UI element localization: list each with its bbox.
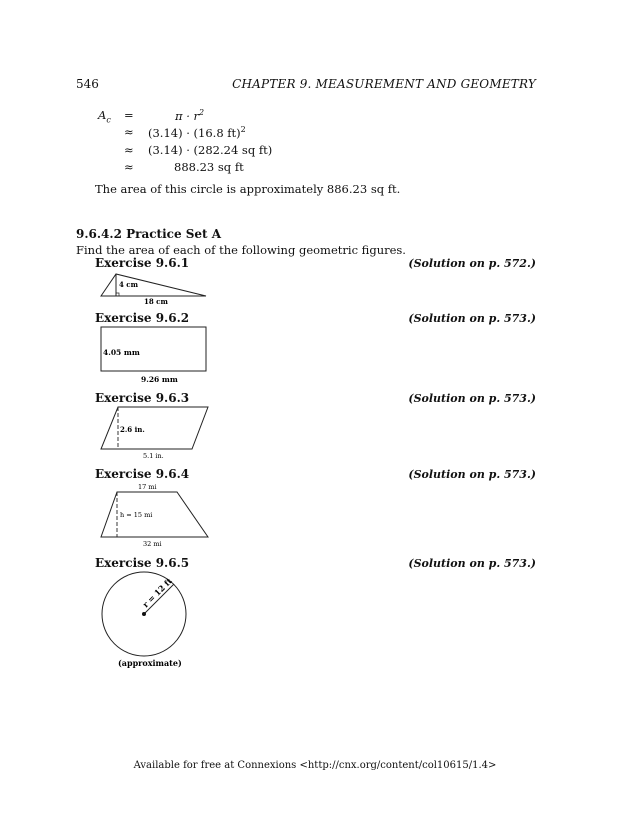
triangle-figure [96, 272, 212, 306]
solution-link-5[interactable]: (Solution on p. 573.) [408, 557, 536, 570]
solution-link-1[interactable]: (Solution on p. 572.) [408, 257, 536, 270]
equation-equals: = [124, 108, 134, 122]
exercise-title-1: Exercise 9.6.1 [95, 256, 190, 270]
rectangle-figure [96, 325, 212, 385]
parallelogram-figure [96, 405, 212, 461]
parallelogram-base-label: 5.1 in. [143, 452, 164, 460]
exercise-title-3: Exercise 9.6.3 [95, 391, 190, 405]
conclusion-text: The area of this circle is approximately 886.23 sq ft. [95, 182, 401, 196]
equation-approx-1: ≈ [124, 125, 134, 139]
triangle-base-label: 18 cm [144, 297, 168, 306]
equation-lhs: $A_c$ [98, 108, 111, 125]
equation-line-3: (3.14) · (282.24 sq ft) [148, 143, 273, 157]
circle-radius-label: r = 12 ft [140, 575, 174, 610]
exercise-title-4: Exercise 9.6.4 [95, 467, 190, 481]
rectangle-width-label: 9.26 mm [141, 375, 178, 384]
section-title: 9.6.4.2 Practice Set A [76, 227, 222, 241]
solution-link-4[interactable]: (Solution on p. 573.) [408, 468, 536, 481]
section-intro: Find the area of each of the following geometric figures. [76, 243, 406, 257]
circle-approximate-label: (approximate) [118, 658, 182, 668]
equation-approx-3: ≈ [124, 160, 134, 174]
footer-text: Available for free at Connexions <http://cnx.org/content/col10615/1.4> [133, 760, 497, 771]
trapezoid-top-label: 17 mi [138, 483, 157, 491]
rectangle-height-label: 4.05 mm [103, 348, 140, 357]
chapter-title: CHAPTER 9. MEASUREMENT AND GEOMETRY [232, 77, 536, 91]
trapezoid-bottom-label: 32 mi [143, 540, 162, 548]
parallelogram-height-label: 2.6 in. [120, 425, 145, 434]
equation-line-1: $\pi \cdot r^2$ [175, 108, 205, 123]
triangle-height-label: 4 cm [119, 280, 138, 289]
exercise-title-2: Exercise 9.6.2 [95, 311, 190, 325]
equation-line-4: 888.23 sq ft [174, 160, 244, 174]
equation-approx-2: ≈ [124, 143, 134, 157]
trapezoid-figure [96, 481, 214, 549]
trapezoid-height-label: h = 15 mi [120, 511, 153, 519]
solution-link-2[interactable]: (Solution on p. 573.) [408, 312, 536, 325]
exercise-title-5: Exercise 9.6.5 [95, 556, 190, 570]
page-number: 546 [76, 77, 99, 91]
equation-line-2: (3.14) · (16.8 ft)$^2$ [148, 125, 246, 140]
circle-figure [96, 570, 200, 670]
solution-link-3[interactable]: (Solution on p. 573.) [408, 392, 536, 405]
